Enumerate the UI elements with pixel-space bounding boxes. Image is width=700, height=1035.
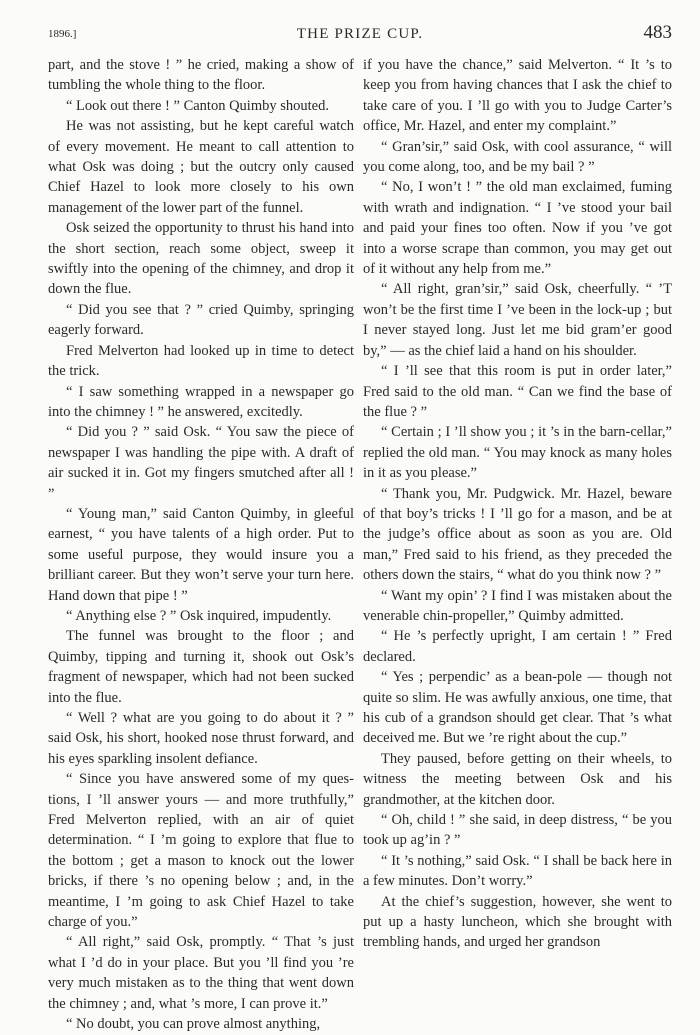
paragraph: “ Look out there ! ” Canton Quimby shouted. <box>66 97 329 114</box>
header-date: 1896.] <box>48 28 77 40</box>
paragraph: The funnel was brought to the floor ; and Quimby, tipping and turning it, shook out Osk’s fragment of newspaper, which had not been sucked into the flue. <box>48 628 354 706</box>
paragraph: “ Did you ? ” said Osk. “ You saw the piece of newspaper I was handling the pipe with. A draft of air sucked it in. Got my fingers smutched after all ! ” <box>48 424 354 502</box>
paragraph: “ Anything else ? ” Osk inquired, impudently. <box>66 607 332 624</box>
right-column <box>363 55 672 953</box>
running-header <box>48 22 672 50</box>
paragraph: if you have the chance,” said Melverton. “ It ’s to keep you from having chances that I ask the chief to take care of you. I ’ll go with you to Judge Carter’s office, Mr. Hazel, and enter my complaint.” <box>363 57 672 135</box>
paragraph: They paused, before getting on their wheels, to witness the meeting between Osk and his grandmother, at the kitchen door. <box>363 750 672 808</box>
paragraph: “ He ’s perfectly upright, I am certain ! ” Fred declared. <box>363 628 672 665</box>
paragraph: “ Did you see that ? ” cried Quimby, springing eagerly forward. <box>48 301 354 339</box>
page-number: 483 <box>643 22 672 43</box>
paragraph: “ Oh, child ! ” she said, in deep distress, “ be you took up ag’in ? ” <box>363 812 672 849</box>
paragraph: “ Thank you, Mr. Pudgwick. Mr. Hazel, beware of that boy’s tricks ! I ’ll go for a mason, and be at the judge’s office about as soon as you are. Old man,” Fred said to his friend, as they preceded the others down the stairs, “ what do you think now ? ” <box>363 485 672 584</box>
paragraph: “ Yes ; perpendic’ as a bean-pole — though not quite so slim. He was awfully anxious, one time, that his cub of a grandson should get clear. That ’s what deceived me. But we ’re right about the cup.” <box>363 669 672 747</box>
paragraph: He was not assisting, but he kept careful watch of every movement. He meant to call attention to what Osk was doing ; but the outcry only caused Chief Hazel to look more closely to his own management of the lower part of the funnel. <box>48 118 354 216</box>
paragraph: Osk seized the opportunity to thrust his hand into the short section, reach some object, sweep it swiftly into the opening of the chimney, and drop it down the flue. <box>48 220 354 298</box>
paragraph: “ It ’s nothing,” said Osk. “ I shall be back here in a few minutes. Don’t worry.” <box>363 852 672 890</box>
paragraph: “ All right,” said Osk, promptly. “ That ’s just what I ’d do in your place. But you ’ll find you ’re very much mistaken as to the thing that went down the chimney ; and, what ’s more, I can prove it.” <box>48 934 354 1012</box>
paragraph: “ Young man,” said Canton Quimby, in gleeful earnest, “ you have talents of a high order. Put to some useful purpose, they would insure you a brilliant career. But they won’t serve your turn here. Hand down that pipe ! ” <box>48 505 354 604</box>
left-column <box>48 55 354 1035</box>
paragraph: “ Gran’sir,” said Osk, with cool assurance, “ will you come along, too, and be my bail ? ” <box>363 138 672 176</box>
paragraph: “ I saw something wrapped in a newspaper go into the chimney ! ” he answered, excitedly. <box>48 383 354 420</box>
running-title: THE PRIZE CUP. <box>296 26 424 42</box>
paragraph: “ Since you have answered some of my questions, I ’ll answer yours — and more truthfully,” Fred Melverton replied, with an air of quiet determination. “ I ’m going to explore that flue to the bottom ; get a mason to knock out the lower bricks, if there ’s no opening below ; and, in the meantime, I ’m going to ask Chief Hazel to take charge of you.” <box>48 771 354 931</box>
paragraph: “ No doubt, you can prove almost anything, <box>66 1016 321 1033</box>
paragraph: “ Want my opin’ ? I find I was mistaken about the venerable chin-propeller,” Quimby admitted. <box>363 587 672 624</box>
paragraph: “ Certain ; I ’ll show you ; it ’s in the barn-cellar,” replied the old man. “ You may knock as many holes in it as you please.” <box>363 424 672 482</box>
paragraph: “ No, I won’t ! ” the old man exclaimed, fuming with wrath and indignation. “ I ’ve stood your bail and paid your fines too often. Now if you ’ve got into a worse scrape than common, you may get out of it without any help from me.” <box>363 179 672 278</box>
paragraph: At the chief’s suggestion, however, she went to put up a hasty luncheon, which she brought with trembling hands, and urged her grandson <box>363 893 672 951</box>
paragraph: Fred Melverton had looked up in time to detect the trick. <box>48 342 354 380</box>
paragraph: “ Well ? what are you going to do about it ? ” said Osk, his short, hooked nose thrust forward, and his eyes sparkling insolent defiance. <box>48 710 354 767</box>
paragraph: “ All right, gran’sir,” said Osk, cheerfully. “ ’T won’t be the first time I ’ve been in the lock-up ; but I never stayed long. Just let me bid gram’er good by,” — as the chief laid a hand on his shoulder. <box>363 281 672 359</box>
paragraph: part, and the stove ! ” he cried, making a show of tumbling the whole thing to the floor. <box>48 57 354 94</box>
paragraph: “ I ’ll see that this room is put in order later,” Fred said to the old man. “ Can we find the base of the flue ? ” <box>363 363 672 420</box>
